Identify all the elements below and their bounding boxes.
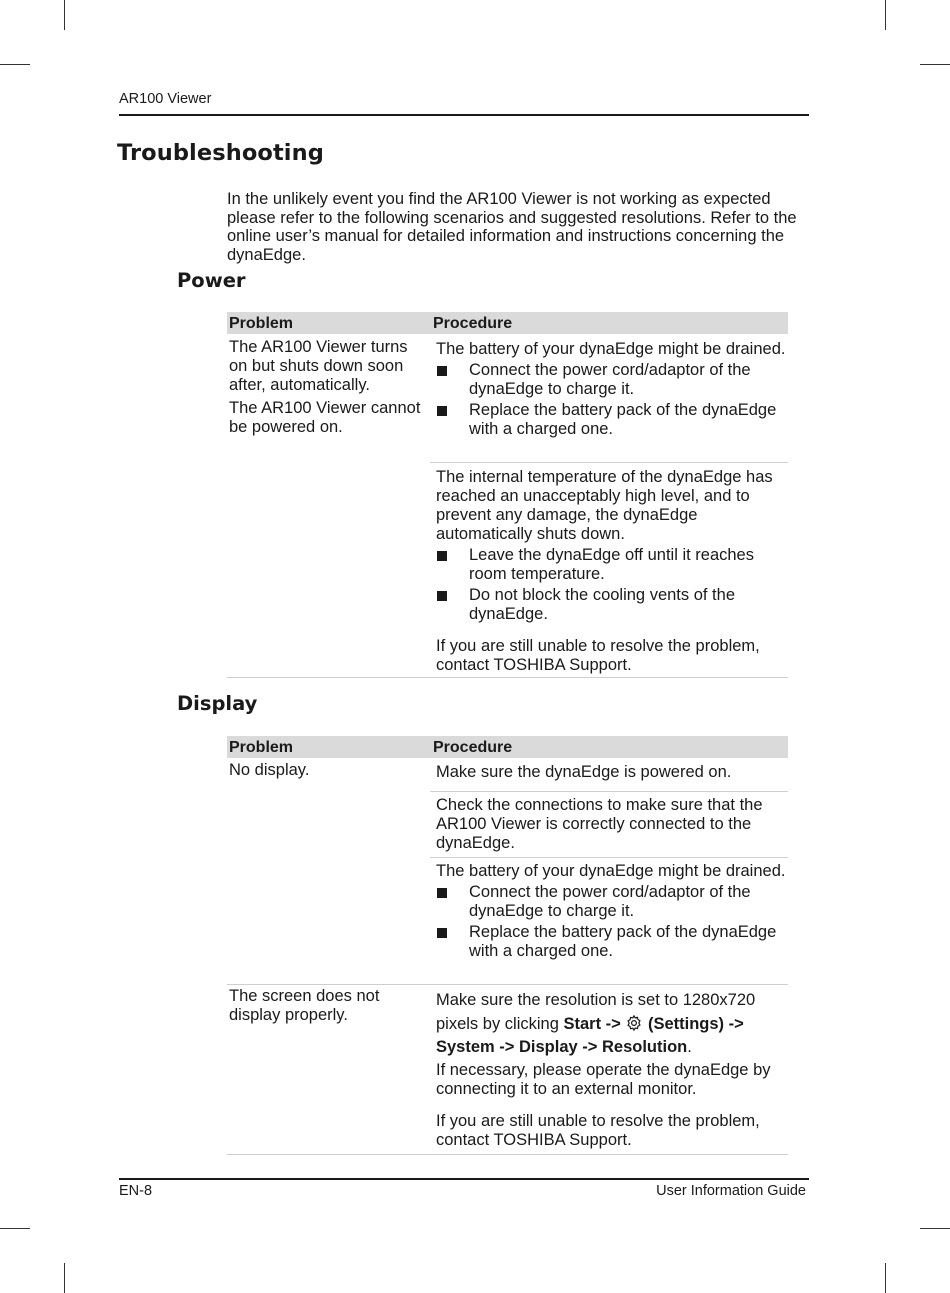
problem-cell: The AR100 Viewer cannot be powered on. — [229, 399, 421, 436]
procedure-text: If necessary, please operate the dynaEdge by connecting it to an external monitor. — [436, 1061, 771, 1098]
list-item-text: Connect the power cord/adaptor of the dynaEdge to charge it. — [469, 361, 751, 398]
section-heading-display: Display — [177, 692, 258, 715]
row-divider — [227, 984, 788, 985]
crop-mark — [920, 1228, 950, 1229]
section-heading-power: Power — [177, 269, 246, 292]
gear-icon — [625, 1014, 643, 1032]
procedure-text: Check the connections to make sure that the AR100 Viewer is correctly connected to the dynaEdge. — [436, 796, 763, 852]
list-item — [436, 923, 786, 961]
crop-mark — [885, 0, 886, 30]
col-header-problem: Problem — [229, 739, 294, 756]
table-header — [227, 736, 788, 758]
square-bullet-icon — [437, 406, 447, 416]
square-bullet-icon — [437, 928, 447, 938]
square-bullet-icon — [437, 591, 447, 601]
row-divider — [430, 462, 788, 463]
procedure-cell — [436, 340, 786, 439]
list-item-text: Replace the battery pack of the dynaEdge with a charged one. — [469, 923, 777, 960]
display-table — [227, 736, 788, 1156]
page-title: Troubleshooting — [117, 140, 324, 166]
menu-path-resolution: System -> Display -> Resolution — [436, 1038, 688, 1056]
list-item — [436, 546, 786, 584]
table-bottom-rule — [227, 1154, 788, 1155]
table-bottom-rule — [227, 677, 788, 678]
running-header: AR100 Viewer — [119, 91, 212, 107]
table-header — [227, 312, 788, 334]
crop-mark — [64, 0, 65, 30]
support-text: If you are still unable to resolve the problem, contact TOSHIBA Support. — [436, 637, 760, 674]
list-item — [436, 401, 786, 439]
list-item — [436, 586, 786, 624]
intro-paragraph: In the unlikely event you find the AR100 Viewer is not working as expected please refer to the following scenarios and suggested resolutions. Refer to the online user’s manual for detailed information and instructions concerning the dynaEdge. — [227, 190, 797, 265]
crop-mark — [920, 64, 950, 65]
resolution-instructions — [436, 989, 786, 1060]
problem-cell: The screen does not display properly. — [229, 987, 380, 1024]
footer-guide-name: User Information Guide — [656, 1183, 806, 1199]
crop-mark — [885, 1263, 886, 1293]
procedure-text: The battery of your dynaEdge might be drained. — [436, 340, 786, 358]
menu-path-settings: (Settings) -> — [647, 1014, 744, 1033]
square-bullet-icon — [437, 888, 447, 898]
procedure-text: The internal temperature of the dynaEdge has reached an unacceptably high level, and to prevent any damage, the dynaEdge automatically shuts down. — [436, 468, 773, 543]
square-bullet-icon — [437, 551, 447, 561]
list-item — [436, 883, 786, 921]
procedure-cell — [436, 862, 786, 961]
procedure-text: The battery of your dynaEdge might be drained. — [436, 862, 786, 880]
procedure-cell — [436, 763, 786, 782]
problem-cell: The AR100 Viewer turns on but shuts down soon after, automatically. — [229, 338, 408, 394]
list-item-text: Connect the power cord/adaptor of the dynaEdge to charge it. — [469, 883, 751, 920]
crop-mark — [0, 1228, 30, 1229]
list-item-text: Do not block the cooling vents of the dynaEdge. — [469, 586, 735, 623]
header-rule — [119, 114, 809, 116]
procedure-cell — [436, 1061, 786, 1150]
resolution-text: Make sure the resolution is set to 1280x720 pixels by clicking — [436, 991, 756, 1033]
procedure-cell — [436, 796, 786, 853]
procedure-cell — [436, 468, 786, 675]
page-number: EN-8 — [119, 1183, 153, 1199]
list-item — [436, 361, 786, 399]
crop-mark — [64, 1263, 65, 1293]
footer-rule — [119, 1178, 809, 1180]
square-bullet-icon — [437, 366, 447, 376]
list-item-text: Leave the dynaEdge off until it reaches room temperature. — [469, 546, 754, 583]
col-header-procedure: Procedure — [433, 315, 513, 332]
menu-path-start: Start -> — [563, 1014, 621, 1033]
procedure-cell — [436, 989, 786, 1060]
row-divider — [430, 791, 788, 792]
crop-mark — [0, 64, 30, 65]
row-divider — [430, 857, 788, 858]
resolution-end: . — [687, 1038, 692, 1056]
problem-cell: No display. — [229, 761, 310, 779]
col-header-problem: Problem — [229, 315, 294, 332]
list-item-text: Replace the battery pack of the dynaEdge with a charged one. — [469, 401, 777, 438]
col-header-procedure: Procedure — [433, 739, 513, 756]
support-text: If you are still unable to resolve the problem, contact TOSHIBA Support. — [436, 1112, 760, 1149]
power-table — [227, 312, 788, 680]
procedure-text: Make sure the dynaEdge is powered on. — [436, 763, 732, 781]
